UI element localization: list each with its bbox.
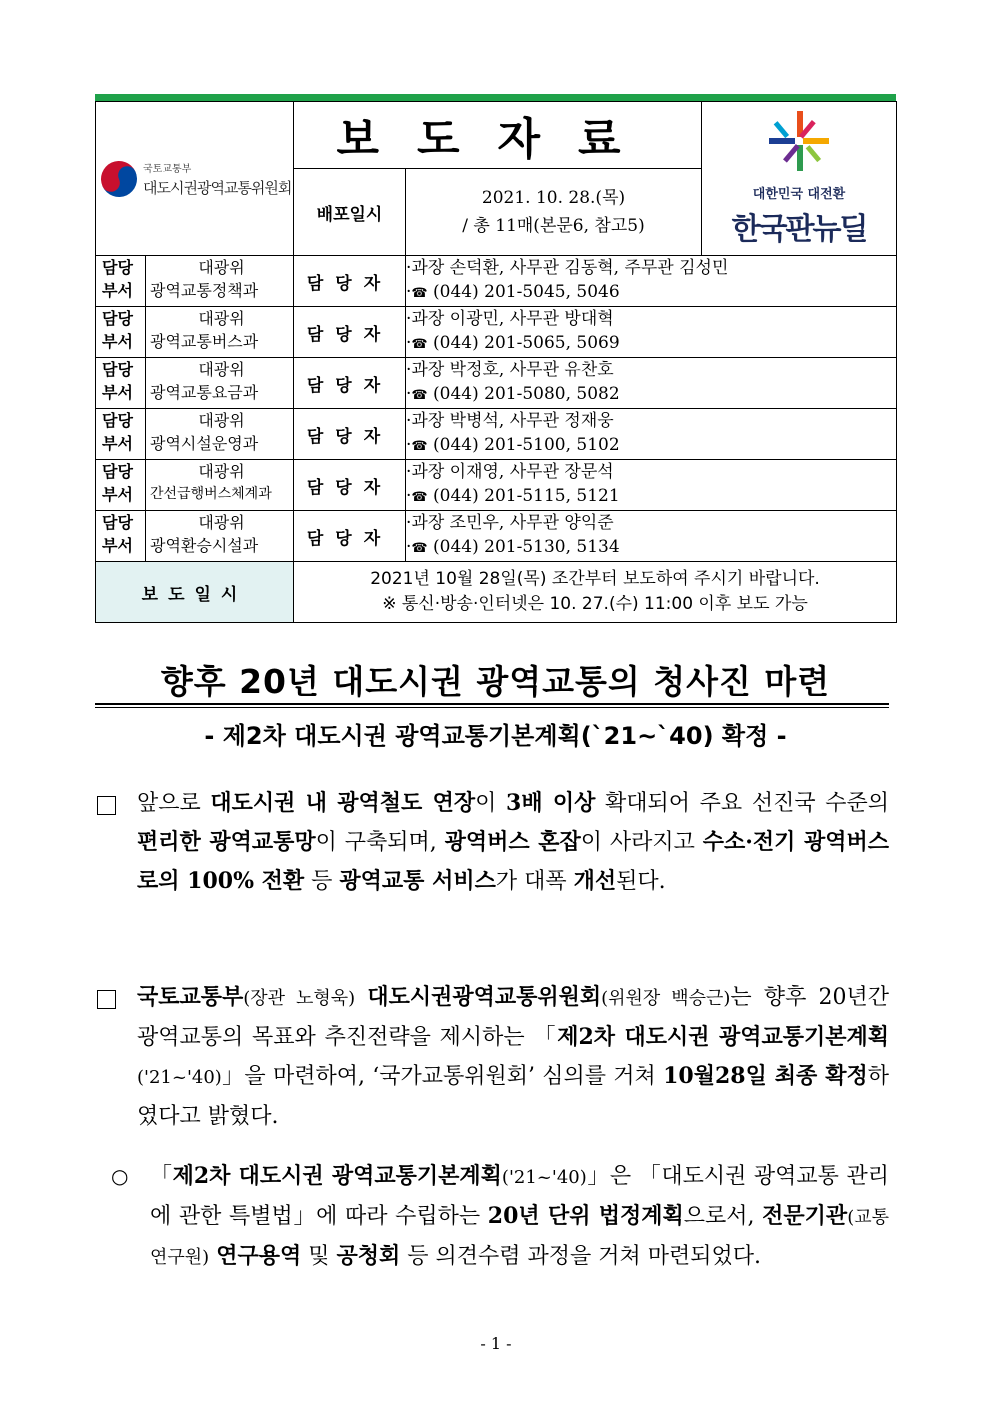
dept-staff: ·과장 조민우, 사무관 양익준 [406,513,614,533]
release-value [294,562,897,623]
dept-org: 대광위 [198,258,245,277]
department-row: 담당 부서 대광위 광역환승시설과 담당자 ·과장 조민우, 사무관 양익준 ·☎ (044) 201-5130, 5134 [96,511,897,562]
taegeuk-emblem-icon [95,155,143,203]
dept-org: 대광위 [198,411,245,430]
paragraph-1: 앞으로 대도시권 내 광역철도 연장이 3배 이상 확대되어 주요 선진국 수준의 편리한 광역교통망이 구축되며, 광역버스 혼잡이 사라지고 수소·전기 광역버스로의 100% 전환 등 광역교통 서비스가 대폭 개선된다. [137,790,889,894]
dept-label: 담당 [102,411,133,430]
dept-org: 대광위 [198,513,245,532]
person-label: 담당자 [294,256,406,307]
dept-label: 부서 [102,383,133,402]
phone-icon: ☎ [411,388,428,403]
dept-staff: ·과장 이광민, 사무관 방대혁 [406,309,614,329]
dept-name: 광역교통버스과 [150,332,259,351]
distribution-label: 배포일시 [294,169,406,256]
person-label: 담당자 [294,460,406,511]
department-row: 담당 부서 대광위 광역시설운영과 담당자 ·과장 박병석, 사무관 정재웅 ·☎ (044) 201-5100, 5102 [96,409,897,460]
dept-label: 부서 [102,332,133,351]
dept-label: 부서 [102,536,133,555]
dept-label: 담당 [102,513,133,532]
dept-label: 담당 [102,258,133,277]
dept-name: 광역시설운영과 [150,434,259,453]
person-label: 담당자 [294,307,406,358]
newdeal-subtitle: 대한민국 대전환 [752,187,846,202]
dept-name: 광역교통요금과 [150,383,259,402]
phone-icon: ☎ [411,490,428,505]
press-release-header [95,94,896,622]
dept-name: 광역교통정책과 [150,281,259,300]
release-label: 보도일시 [96,562,294,623]
dept-phone: (044) 201-5100, 5102 [427,435,620,455]
department-row: 담당 부서 대광위 광역교통정책과 담당자 ·과장 손덕환, 사무관 김동혁, 주무관 김성민 ·☎ (044) 201-5045, 5046 [96,256,897,307]
dept-label: 담당 [102,360,133,379]
dept-name: 광역환승시설과 [150,536,259,555]
ministry-logo [96,160,293,198]
dept-label: 담당 [102,462,133,481]
dept-label: 부서 [102,485,133,504]
dept-name: 간선급행버스체계과 [150,486,272,502]
checkbox-square-icon [97,990,116,1009]
phone-icon: ☎ [411,337,428,352]
dept-label: 담당 [102,309,133,328]
dept-staff: ·과장 이재영, 사무관 장문석 [406,462,614,482]
dept-staff: ·과장 박병석, 사무관 정재웅 [406,411,614,431]
phone-icon: ☎ [411,439,428,454]
dept-phone: (044) 201-5080, 5082 [427,384,620,404]
subheadline: - 제2차 대도시권 광역교통기본계획(`21~`40) 확정 - [204,722,787,750]
header-table [95,101,897,623]
person-label: 담당자 [294,511,406,562]
newdeal-logo-cell [702,102,897,256]
bullet-circle-icon: ○ [111,1164,129,1188]
distribution-date: 2021. 10. 28.(목) [481,188,626,208]
headline-rule-thick [95,703,889,705]
checkbox-square-icon [97,796,116,815]
ministry-small-text: 국토교통부 [143,163,192,175]
header-green-bar [95,94,896,101]
person-label: 담당자 [294,358,406,409]
department-row: 담당 부서 대광위 간선급행버스체계과 담당자 ·과장 이재영, 사무관 장문석 ·☎ (044) 201-5115, 5121 [96,460,897,511]
dept-phone: (044) 201-5130, 5134 [427,537,620,557]
dept-label: 부서 [102,281,133,300]
paragraph-3: 「제2차 대도시권 광역교통기본계획('21~'40)」은 「대도시권 광역교통 관리에 관한 특별법」에 따라 수립하는 20년 단위 법정계획으로서, 전문기관(교통연구원) 연구용역 및 공청회 등 의견수렴 과정을 거쳐 마련되었다. [150,1163,889,1269]
paragraph-2: 국토교통부(장관 노형욱) 대도시권광역교통위원회(위원장 백승근)는 향후 20년간 광역교통의 목표와 추진전략을 제시하는 「제2차 대도시권 광역교통기본계획('21~'40)」을 마련하여, ‘국가교통위원회’ 심의를 거쳐 10월28일 최종 확정하였다고 밝혔다. [137,984,889,1129]
newdeal-title: 한국판뉴딜 [731,212,867,247]
distribution-pages: / 총 11매(본문6, 참고5) [462,216,645,236]
release-line-2: ※ 통신·방송·인터넷은 10. 27.(수) 11:00 이후 보도 가능 [382,594,808,614]
department-row: 담당 부서 대광위 광역교통요금과 담당자 ·과장 박정호, 사무관 유찬호 ·☎ (044) 201-5080, 5082 [96,358,897,409]
release-line-1: 2021년 10월 28일(목) 조간부터 보도하여 주시기 바랍니다. [370,569,820,589]
headline: 향후 20년 대도시권 광역교통의 청사진 마련 [160,662,831,701]
dept-staff: ·과장 박정호, 사무관 유찬호 [406,360,614,380]
phone-icon: ☎ [411,541,428,556]
headline-rule-thin [95,707,889,708]
department-row: 담당 부서 대광위 광역교통버스과 담당자 ·과장 이광민, 사무관 방대혁 ·☎ (044) 201-5065, 5069 [96,307,897,358]
doc-type-title: 보도자료 [294,102,702,169]
dept-phone: (044) 201-5065, 5069 [427,333,620,353]
dept-org: 대광위 [198,360,245,379]
ministry-name-text: 대도시권광역교통위원회 [143,178,292,197]
dept-label: 부서 [102,434,133,453]
newdeal-star-icon [767,109,831,173]
person-label: 담당자 [294,409,406,460]
phone-icon: ☎ [411,286,428,301]
page-number: - 1 - [480,1334,512,1353]
distribution-value [406,169,702,256]
dept-phone: (044) 201-5045, 5046 [427,282,620,302]
ministry-logo-cell [96,102,294,256]
dept-staff: ·과장 손덕환, 사무관 김동혁, 주무관 김성민 [406,258,729,278]
dept-org: 대광위 [198,309,245,328]
dept-phone: (044) 201-5115, 5121 [427,486,620,506]
dept-org: 대광위 [198,462,245,481]
